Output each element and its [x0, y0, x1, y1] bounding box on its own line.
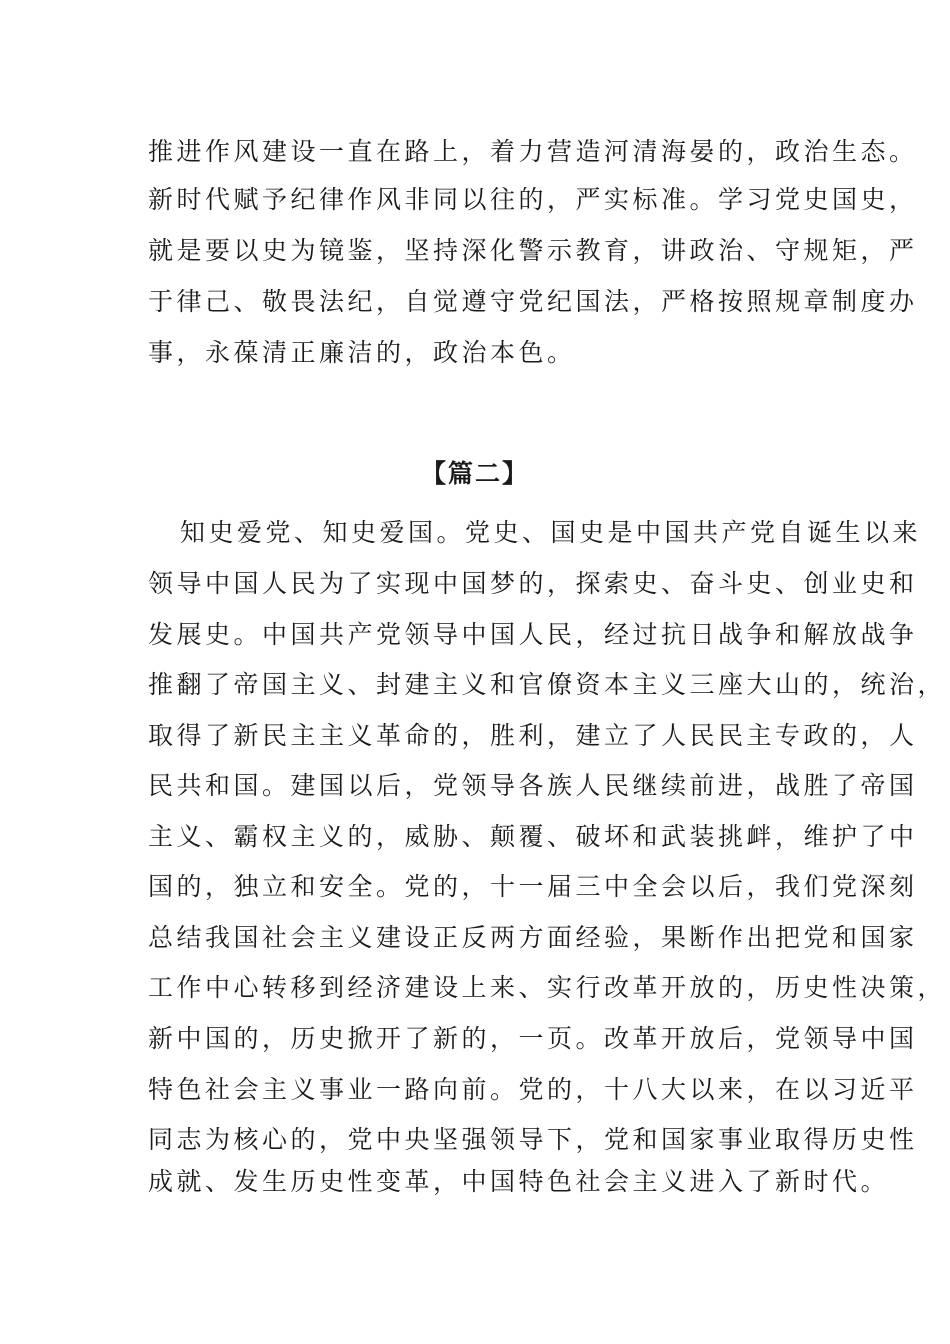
section2-line: 总结我国社会主义建设正反两方面经验，果断作出把党和国家: [148, 923, 918, 952]
section2-line: 推翻了帝国主义、封建主义和官僚资本主义三座大山的，统治，: [148, 670, 947, 699]
section2-line: 主义、霸权主义的，威胁、颠覆、破坏和武装挑衅，维护了中: [148, 822, 918, 851]
section1-line: 新时代赋予纪律作风非同以往的，严实标准。学习党史国史，: [148, 185, 918, 214]
section2-line: 国的，独立和安全。党的，十一届三中全会以后，我们党深刻: [148, 872, 918, 901]
section2-line: 工作中心转移到经济建设上来、实行改革开放的，历史性决策，: [148, 973, 947, 1002]
section2-line: 发展史。中国共产党领导中国人民，经过抗日战争和解放战争: [148, 620, 918, 649]
section2-line: 知史爱党、知史爱国。党史、国史是中国共产党自诞生以来: [180, 518, 922, 547]
section1-line: 就是要以史为镜鉴，坚持深化警示教育，讲政治、守规矩，严: [148, 236, 918, 265]
section2-line: 成就、发生历史性变革，中国特色社会主义进入了新时代。: [148, 1167, 890, 1196]
section1-line: 于律己、敬畏法纪，自觉遵守党纪国法，严格按照规章制度办: [148, 287, 918, 316]
section2-line: 民共和国。建国以后，党领导各族人民继续前进，战胜了帝国: [148, 771, 918, 800]
section1-line: 事，永葆清正廉洁的，政治本色。: [148, 338, 576, 367]
section-heading: 【篇二】: [420, 459, 529, 488]
section2-line: 领导中国人民为了实现中国梦的，探索史、奋斗史、创业史和: [148, 569, 918, 598]
section1-line: 推进作风建设一直在路上，着力营造河清海晏的，政治生态。: [148, 137, 918, 166]
section2-line: 新中国的，历史掀开了新的，一页。改革开放后，党领导中国: [148, 1024, 918, 1053]
section2-line: 同志为核心的，党中央坚强领导下，党和国家事业取得历史性: [148, 1125, 918, 1154]
section2-line: 取得了新民主主义革命的，胜利，建立了人民民主专政的，人: [148, 721, 918, 750]
section2-line: 特色社会主义事业一路向前。党的，十八大以来，在以习近平: [148, 1075, 918, 1104]
